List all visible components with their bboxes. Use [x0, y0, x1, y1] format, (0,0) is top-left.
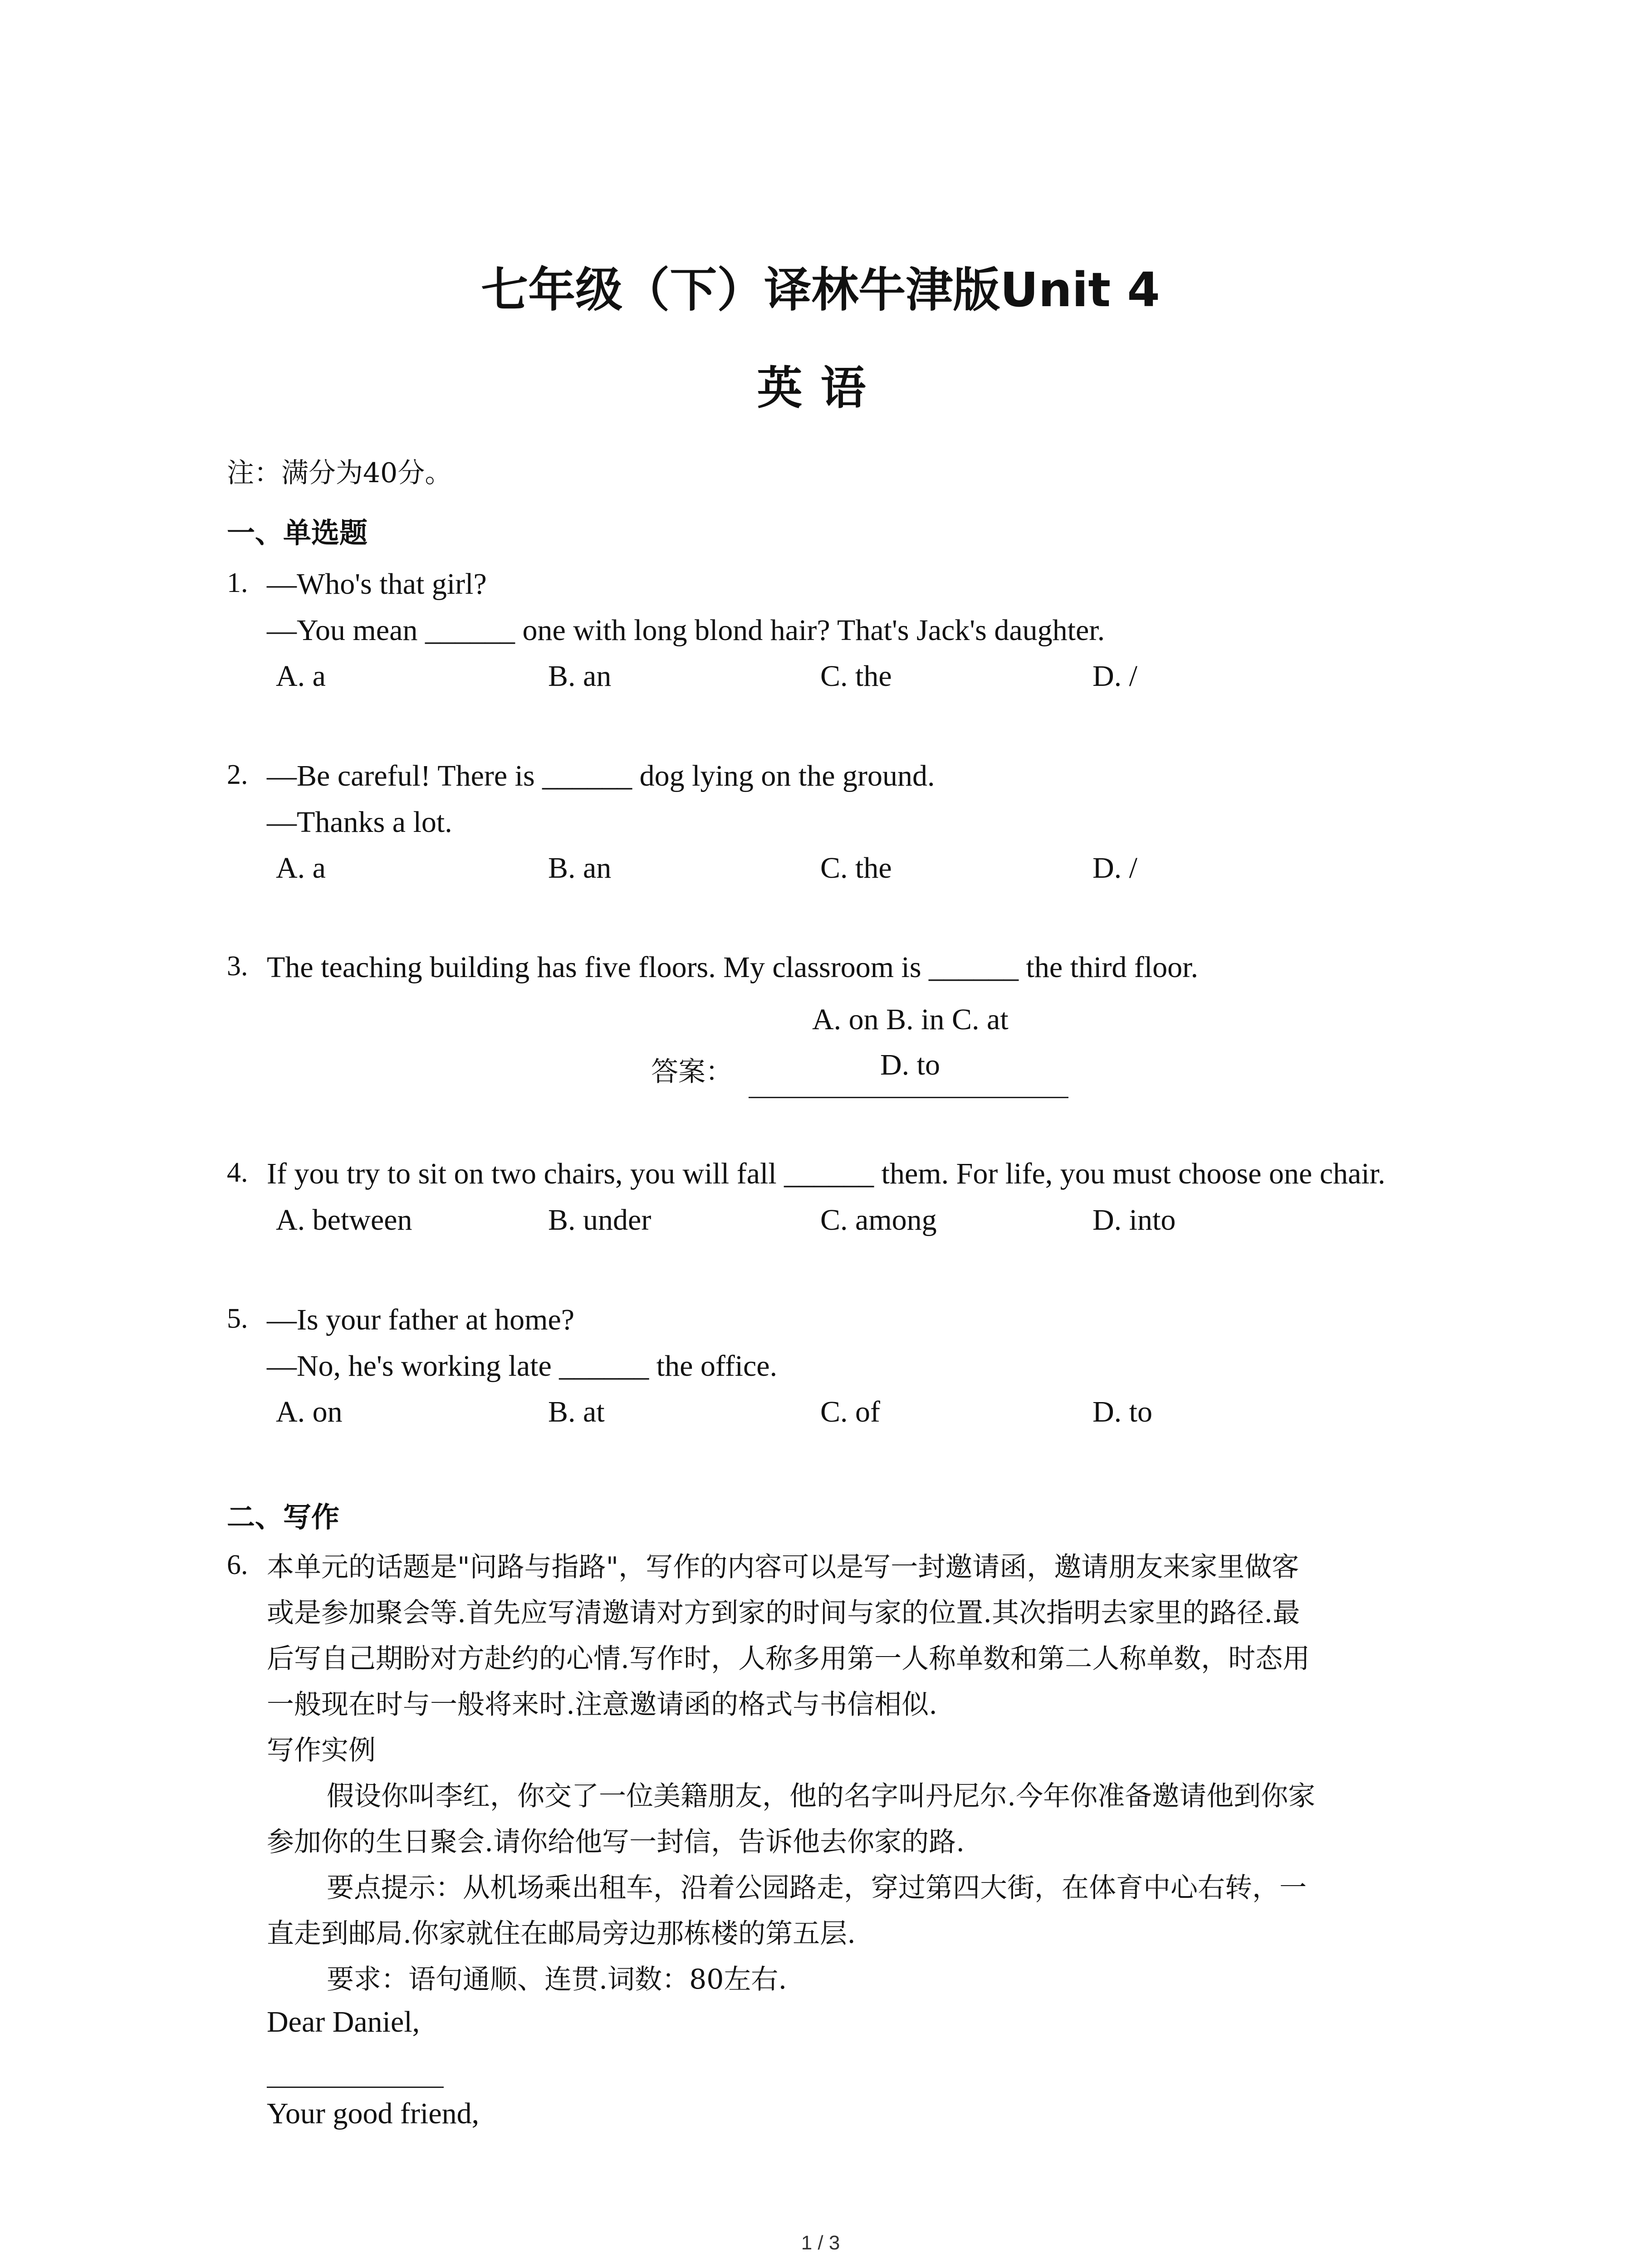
section-heading-single-choice: 一、单选题 [227, 516, 368, 549]
option-c[interactable]: C. among [820, 1203, 937, 1237]
question-text: —Thanks a lot. [267, 806, 452, 839]
option-d[interactable]: D. / [1092, 851, 1137, 885]
option-a[interactable]: A. on [276, 1395, 343, 1428]
page-title: 七年级（下）译林牛津版Unit 4 [481, 262, 1160, 318]
options-line: A. on B. in C. at [812, 1003, 1009, 1036]
option-c[interactable]: C. of [820, 1395, 880, 1428]
question-number: 1. [227, 567, 248, 598]
option-d[interactable]: D. to [880, 1048, 940, 1081]
question-number: 4. [227, 1157, 248, 1188]
letter-writing-blank[interactable] [267, 2087, 444, 2088]
letter-greeting: Dear Daniel, [267, 2005, 420, 2038]
section-heading-writing: 二、写作 [227, 1501, 340, 1534]
option-a[interactable]: A. a [276, 660, 326, 693]
question-text: —Is your father at home? [267, 1303, 575, 1336]
writing-intro-line: 一般现在时与一般将来时.注意邀请函的格式与书信相似. [267, 1689, 938, 1721]
answer-blank-line[interactable] [749, 1097, 1068, 1098]
option-a[interactable]: A. between [276, 1203, 412, 1237]
letter-closing: Your good friend, [267, 2097, 480, 2130]
subject-title: 英语 [757, 361, 884, 415]
option-a[interactable]: A. a [276, 851, 326, 885]
answer-label: 答案： [651, 1056, 733, 1088]
option-b[interactable]: B. an [548, 660, 612, 693]
page-number: 1 / 3 [801, 2232, 840, 2254]
task-line: 参加你的生日聚会.请你给他写一封信，告诉他去你家的路. [267, 1826, 965, 1858]
option-d[interactable]: D. / [1092, 660, 1137, 693]
hint-line: 直走到邮局.你家就住在邮局旁边那栋楼的第五层. [267, 1918, 856, 1950]
option-d[interactable]: D. into [1092, 1203, 1176, 1237]
writing-intro-line: 后写自己期盼对方赴约的心情.写作时，人称多用第一人称单数和第二人称单数，时态用 [267, 1643, 1310, 1675]
option-b[interactable]: B. at [548, 1395, 605, 1428]
option-c[interactable]: C. the [820, 851, 892, 885]
example-label: 写作实例 [267, 1735, 376, 1766]
question-number: 3. [227, 951, 248, 982]
question-text: The teaching building has five floors. My classroom is ______ the third floor. [267, 951, 1198, 984]
hint-line: 要点提示：从机场乘出租车，沿着公园路走，穿过第四大街，在体育中心右转，一 [327, 1872, 1307, 1904]
requirement-line: 要求：语句通顺、连贯.词数：80左右. [327, 1964, 787, 1995]
option-d[interactable]: D. to [1092, 1395, 1152, 1428]
task-line: 假设你叫李红，你交了一位美籍朋友，他的名字叫丹尼尔.今年你准备邀请他到你家 [327, 1780, 1316, 1812]
question-text: —Who's that girl? [267, 567, 487, 601]
question-text: If you try to sit on two chairs, you will fall ______ them. For life, you must choose one chair. [267, 1157, 1386, 1190]
option-c[interactable]: C. the [820, 660, 892, 693]
question-text: —You mean ______ one with long blond hair? That's Jack's daughter. [267, 614, 1105, 647]
question-number: 2. [227, 759, 248, 790]
score-note: 注：满分为40分。 [227, 457, 452, 489]
writing-intro-line: 本单元的话题是"问路与指路"，写作的内容可以是写一封邀请函，邀请朋友来家里做客 [267, 1551, 1299, 1583]
writing-intro-line: 或是参加聚会等.首先应写清邀请对方到家的时间与家的位置.其次指明去家里的路径.最 [267, 1597, 1300, 1629]
option-b[interactable]: B. an [548, 851, 612, 885]
question-text: —No, he's working late ______ the office. [267, 1349, 778, 1383]
option-b[interactable]: B. under [548, 1203, 652, 1237]
question-number: 6. [227, 1549, 248, 1580]
question-number: 5. [227, 1303, 248, 1334]
question-text: —Be careful! There is ______ dog lying on the ground. [267, 759, 935, 792]
